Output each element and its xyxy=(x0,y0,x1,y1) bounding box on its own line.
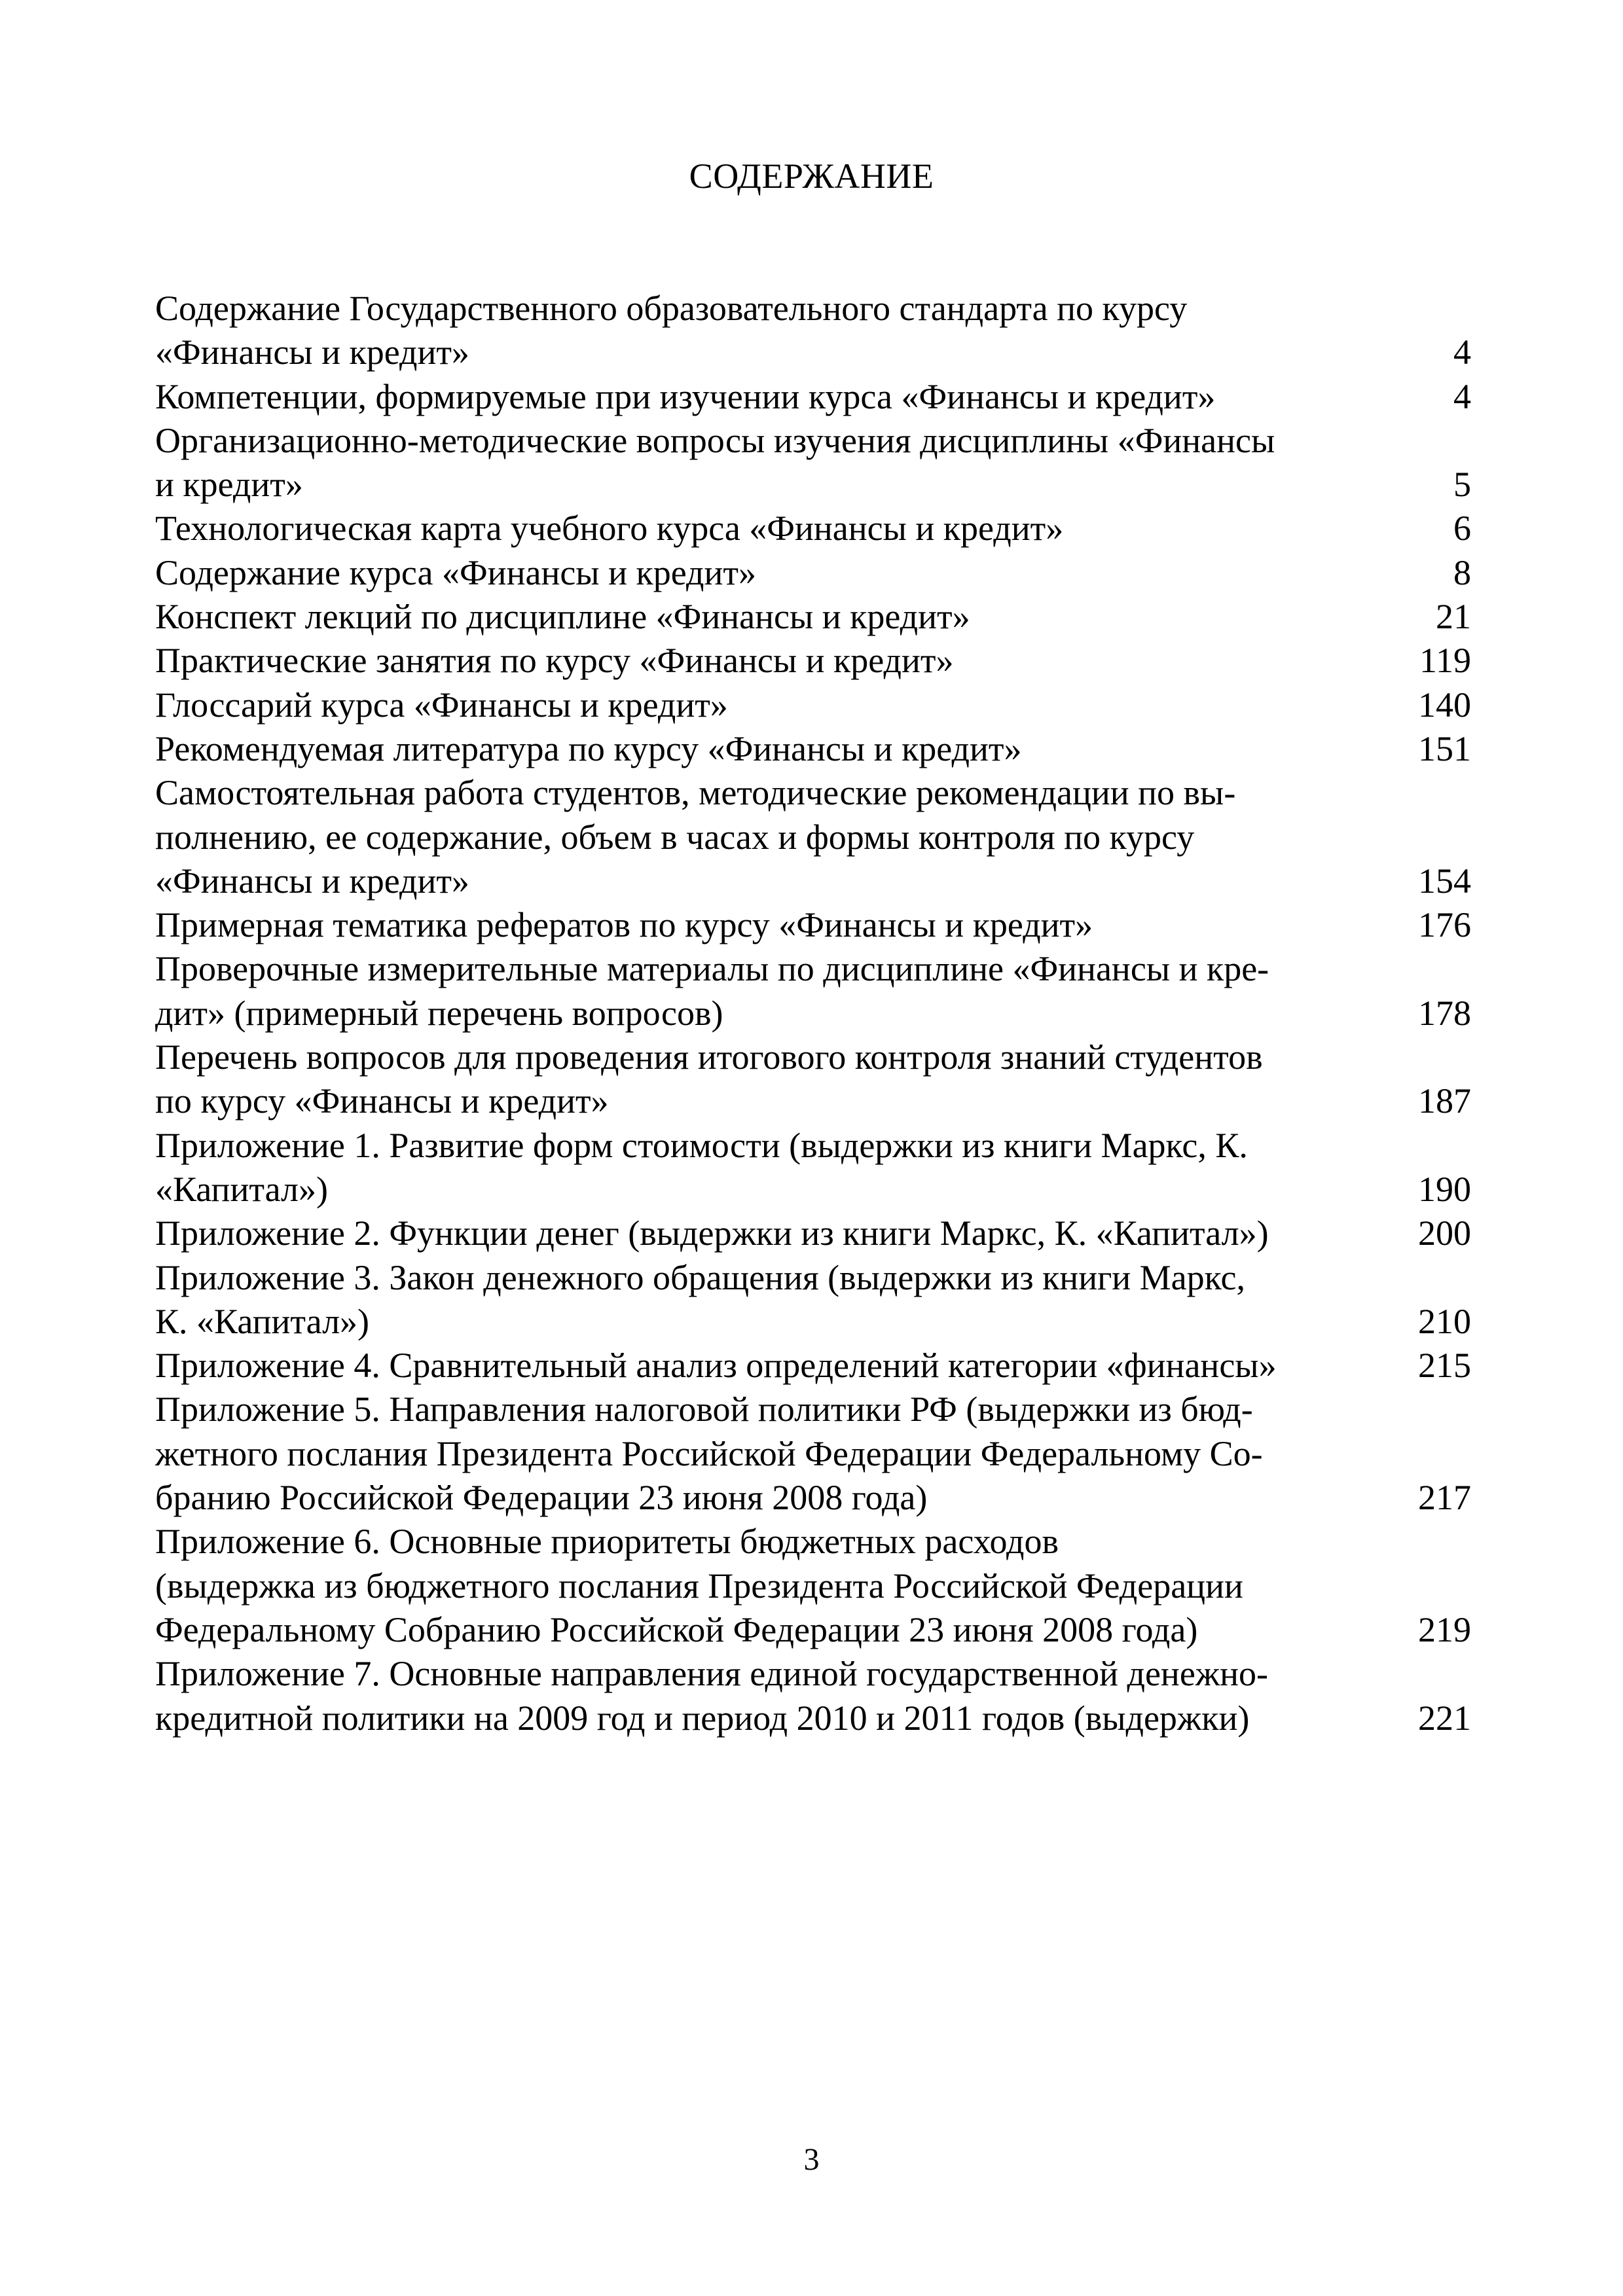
toc-entry-line xyxy=(155,1388,1471,1431)
toc-entry-line xyxy=(155,771,1471,815)
toc-entry[interactable] xyxy=(155,1344,1471,1388)
toc-entry[interactable] xyxy=(155,639,1471,683)
toc-entry-text: Компетенции, формируемые при изучении курса «Финансы и кредит» xyxy=(155,376,1216,416)
toc-entry-text: Содержание Государственного образовательного стандарта по курсу xyxy=(155,289,1188,328)
toc-entry[interactable] xyxy=(155,947,1471,1035)
toc-entry-line xyxy=(155,287,1471,331)
toc-entry-line xyxy=(155,1211,1471,1255)
toc-entry-text: Глоссарий курса «Финансы и кредит» xyxy=(155,685,728,725)
toc-entry-page-number: 151 xyxy=(1418,728,1471,768)
toc-entry-text: Приложение 4. Сравнительный анализ определений категории «финансы» xyxy=(155,1346,1277,1386)
table-of-contents xyxy=(155,287,1471,1740)
toc-entry[interactable] xyxy=(155,1652,1471,1740)
toc-entry[interactable] xyxy=(155,683,1471,727)
toc-entry-line xyxy=(155,816,1471,859)
toc-entry[interactable] xyxy=(155,507,1471,550)
toc-entry-text: дит» (примерный перечень вопросов) xyxy=(155,993,723,1033)
toc-entry-line xyxy=(155,419,1471,463)
toc-entry-line xyxy=(155,1300,1471,1344)
toc-entry-line xyxy=(155,551,1471,595)
toc-entry-text: Самостоятельная работа студентов, методические рекомендации по вы- xyxy=(155,773,1236,813)
toc-entry-line xyxy=(155,1520,1471,1564)
toc-entry-text: «Финансы и кредит» xyxy=(155,861,469,901)
toc-entry-page-number: 190 xyxy=(1418,1169,1471,1209)
toc-entry-text: Технологическая карта учебного курса «Финансы и кредит» xyxy=(155,509,1064,548)
toc-entry-text: Приложение 3. Закон денежного обращения (выдержки из книги Маркс, xyxy=(155,1257,1245,1297)
toc-entry-text: кредитной политики на 2009 год и период 2010 и 2011 годов (выдержки) xyxy=(155,1698,1250,1738)
toc-entry[interactable] xyxy=(155,287,1471,375)
toc-entry-text: Организационно-методические вопросы изучения дисциплины «Финансы xyxy=(155,420,1275,460)
toc-entry-page-number: 6 xyxy=(1453,509,1471,548)
toc-entry-line xyxy=(155,1696,1471,1740)
toc-entry-text: Содержание курса «Финансы и кредит» xyxy=(155,552,756,592)
toc-entry-text: жетного послания Президента Российской Федерации Федеральному Со- xyxy=(155,1433,1263,1473)
toc-entry[interactable] xyxy=(155,1035,1471,1124)
toc-entry[interactable] xyxy=(155,419,1471,507)
toc-entry-page-number: 4 xyxy=(1453,332,1471,372)
toc-entry-text: Перечень вопросов для проведения итогового контроля знаний студентов xyxy=(155,1037,1263,1077)
toc-entry[interactable] xyxy=(155,727,1471,771)
toc-entry-line xyxy=(155,1168,1471,1211)
toc-entry-text: Приложение 6. Основные приоритеты бюджетных расходов xyxy=(155,1522,1059,1562)
toc-entry-page-number: 5 xyxy=(1453,465,1471,505)
toc-entry-line xyxy=(155,1652,1471,1696)
toc-entry[interactable] xyxy=(155,1124,1471,1212)
toc-entry-line xyxy=(155,1124,1471,1168)
toc-entry-page-number: 8 xyxy=(1453,552,1471,592)
toc-entry[interactable] xyxy=(155,1211,1471,1255)
toc-entry-line xyxy=(155,727,1471,771)
toc-entry-page-number: 215 xyxy=(1418,1346,1471,1386)
toc-entry[interactable] xyxy=(155,375,1471,419)
toc-entry-text: бранию Российской Федерации 23 июня 2008 года) xyxy=(155,1478,928,1518)
toc-entry-line xyxy=(155,331,1471,374)
toc-entry-line xyxy=(155,1432,1471,1476)
toc-entry-page-number: 221 xyxy=(1418,1698,1471,1738)
toc-entry-page-number: 187 xyxy=(1418,1081,1471,1121)
toc-entry-text: Приложение 2. Функции денег (выдержки из книги Маркс, К. «Капитал») xyxy=(155,1213,1269,1253)
toc-entry-text: Примерная тематика рефератов по курсу «Финансы и кредит» xyxy=(155,905,1093,945)
page-number: 3 xyxy=(803,2142,820,2177)
toc-entry-line xyxy=(155,1344,1471,1388)
toc-entry-line xyxy=(155,1256,1471,1300)
toc-entry-line xyxy=(155,683,1471,727)
toc-entry-text: К. «Капитал») xyxy=(155,1301,370,1341)
toc-entry[interactable] xyxy=(155,1388,1471,1520)
toc-entry-page-number: 219 xyxy=(1418,1609,1471,1649)
toc-entry-page-number: 200 xyxy=(1418,1213,1471,1253)
toc-entry-page-number: 176 xyxy=(1418,905,1471,945)
toc-entry-line xyxy=(155,1608,1471,1652)
toc-entry-text: «Капитал») xyxy=(155,1169,328,1209)
toc-entry-text: Приложение 7. Основные направления единой государственной денежно- xyxy=(155,1654,1268,1694)
toc-entry-text: Проверочные измерительные материалы по дисциплине «Финансы и кре- xyxy=(155,949,1269,989)
toc-entry-line xyxy=(155,859,1471,903)
toc-entry-text: Конспект лекций по дисциплине «Финансы и кредит» xyxy=(155,597,970,637)
toc-entry-line xyxy=(155,1564,1471,1608)
toc-entry-line xyxy=(155,463,1471,507)
page-title: СОДЕРЖАНИЕ xyxy=(689,156,934,196)
toc-entry[interactable] xyxy=(155,771,1471,903)
toc-entry-line xyxy=(155,992,1471,1035)
toc-entry-text: (выдержка из бюджетного послания Президента Российской Федерации xyxy=(155,1566,1243,1605)
toc-entry-page-number: 119 xyxy=(1419,641,1471,681)
toc-entry-line xyxy=(155,639,1471,683)
toc-entry-text: Федеральному Собранию Российской Федерации 23 июня 2008 года) xyxy=(155,1609,1198,1649)
toc-entry-page-number: 4 xyxy=(1453,376,1471,416)
toc-entry-text: полнению, ее содержание, объем в часах и формы контроля по курсу xyxy=(155,817,1195,857)
toc-entry-text: по курсу «Финансы и кредит» xyxy=(155,1081,609,1121)
toc-entry-text: Рекомендуемая литература по курсу «Финансы и кредит» xyxy=(155,728,1022,768)
toc-entry-line xyxy=(155,1079,1471,1123)
toc-entry-page-number: 154 xyxy=(1418,861,1471,901)
toc-entry-line xyxy=(155,507,1471,550)
toc-entry-line xyxy=(155,947,1471,991)
toc-entry[interactable] xyxy=(155,1256,1471,1344)
toc-entry-page-number: 217 xyxy=(1418,1478,1471,1518)
toc-entry-line xyxy=(155,1476,1471,1520)
toc-entry-text: Приложение 5. Направления налоговой политики РФ (выдержки из бюд- xyxy=(155,1390,1253,1429)
toc-entry-text: Приложение 1. Развитие форм стоимости (выдержки из книги Маркс, К. xyxy=(155,1125,1248,1165)
toc-entry-line xyxy=(155,595,1471,639)
toc-entry[interactable] xyxy=(155,595,1471,639)
toc-entry-page-number: 140 xyxy=(1418,685,1471,725)
toc-entry-text: «Финансы и кредит» xyxy=(155,332,469,372)
toc-entry-line xyxy=(155,1035,1471,1079)
toc-entry-page-number: 178 xyxy=(1418,993,1471,1033)
toc-entry-line xyxy=(155,375,1471,419)
toc-entry[interactable] xyxy=(155,551,1471,595)
toc-entry-text: и кредит» xyxy=(155,465,303,505)
toc-entry-text: Практические занятия по курсу «Финансы и кредит» xyxy=(155,641,954,681)
toc-entry-page-number: 21 xyxy=(1436,597,1471,637)
toc-entry[interactable] xyxy=(155,1520,1471,1652)
toc-entry-page-number: 210 xyxy=(1418,1301,1471,1341)
toc-entry[interactable] xyxy=(155,903,1471,947)
toc-entry-line xyxy=(155,903,1471,947)
